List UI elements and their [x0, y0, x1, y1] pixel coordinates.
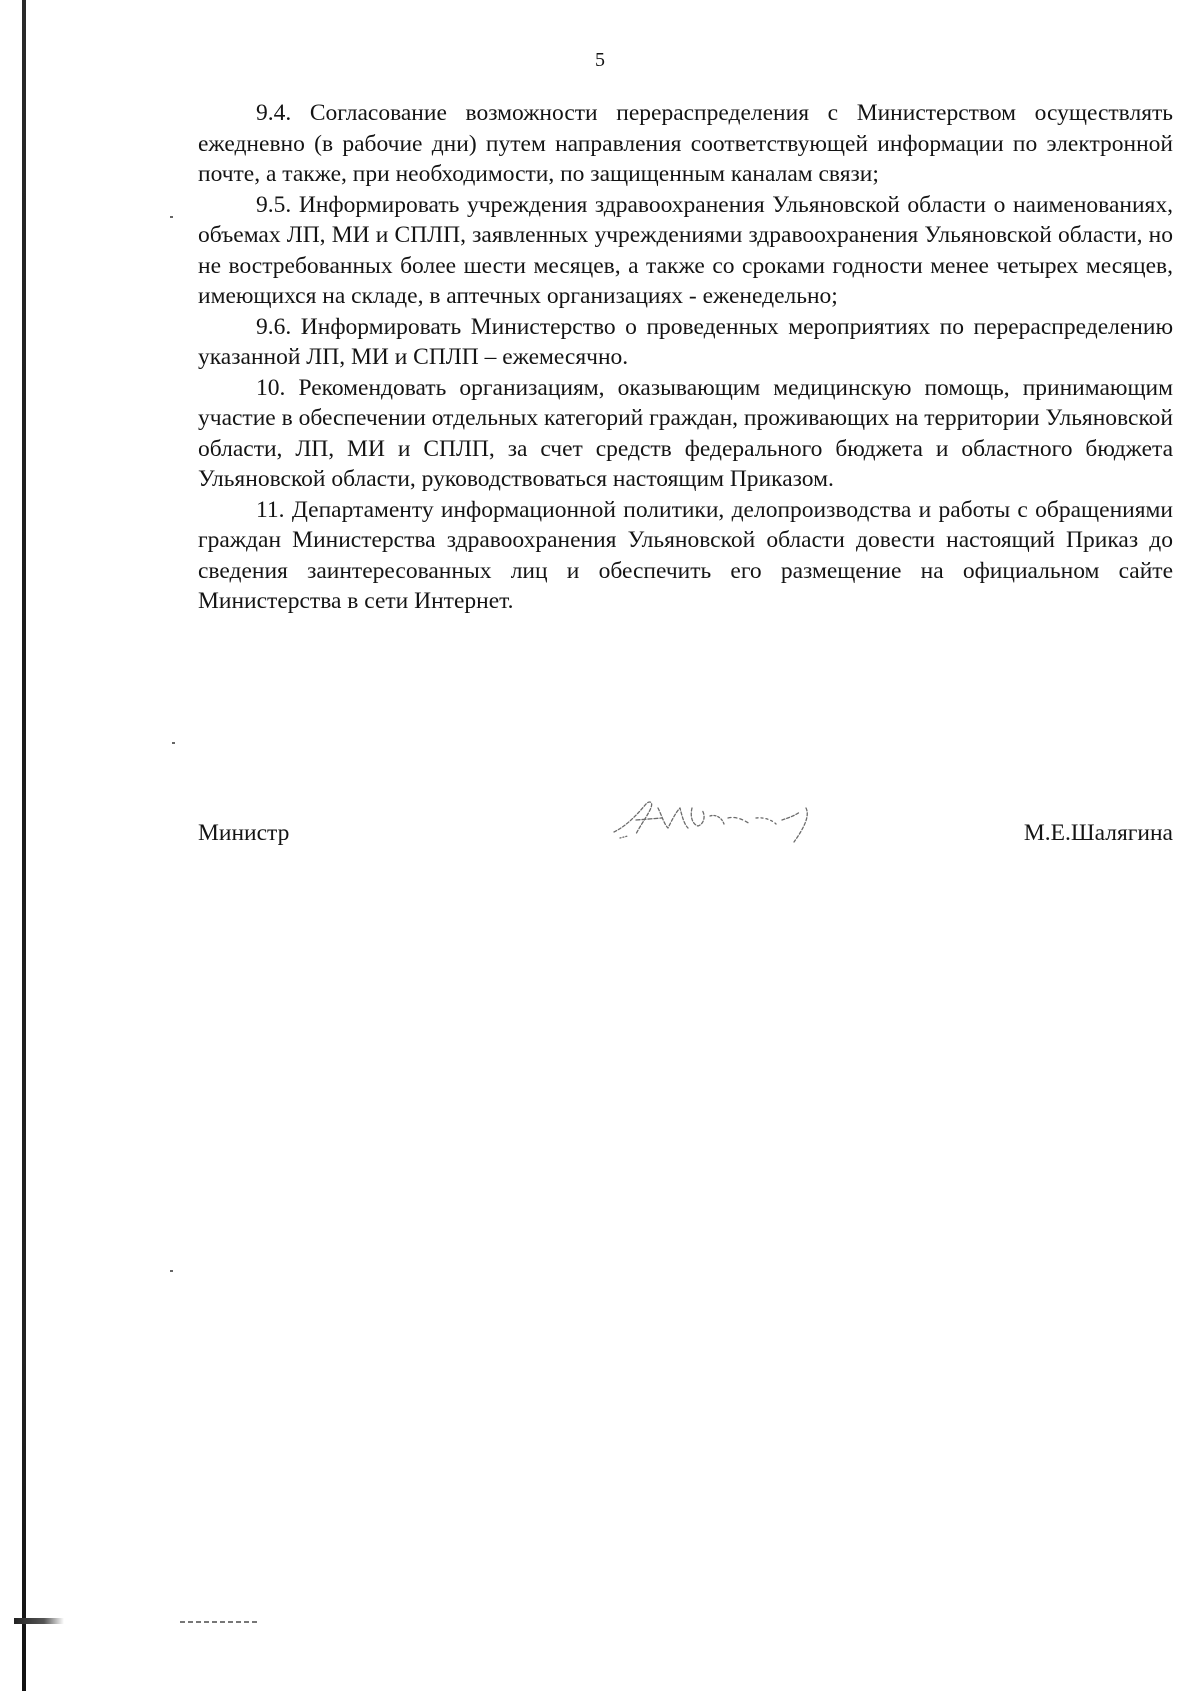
signatory-title: Министр — [198, 820, 290, 846]
scan-dot-artifact — [172, 742, 175, 744]
scan-blot-artifact — [14, 1618, 64, 1624]
paragraph-11: 11. Департаменту информационной политики, делопроизводства и работы с обращениями граждан Министерства здравоохранения Ульяновской области довести настоящий Приказ до сведения заинтересованных лиц и обеспечить его размещение на официальном сайте Министерства в сети Интернет. — [198, 496, 1173, 614]
scan-dot-artifact — [170, 1270, 173, 1272]
signatory-name: М.Е.Шалягина — [1023, 820, 1173, 846]
handwritten-signature — [606, 790, 846, 850]
paragraph-9-6: 9.6. Информировать Министерство о проведенных мероприятиях по перераспределению указанной ЛП, МИ и СПЛП – ежемесячно. — [198, 313, 1173, 370]
document-body — [198, 98, 1173, 617]
signature-block — [198, 790, 1173, 860]
scan-dot-artifact — [170, 216, 173, 218]
paragraph-9-5: 9.5. Информировать учреждения здравоохранения Ульяновской области о наименованиях, объемах ЛП, МИ и СПЛП, заявленных учреждениями здравоохранения Ульяновской области, но не востребованных более шести месяцев, а также со сроками годности менее четырех месяцев, имеющихся на складе, в аптечных организациях - еженедельно; — [198, 191, 1173, 309]
paragraph-9-4: 9.4. Согласование возможности перераспределения с Министерством осуществлять ежедневно (в рабочие дни) путем направления соответствующей информации по электронной почте, а также, при необходимости, по защищенным каналам связи; — [198, 100, 1173, 187]
scan-dash-artifact — [180, 1621, 260, 1623]
paragraph-10: 10. Рекомендовать организациям, оказывающим медицинскую помощь, принимающим участие в обеспечении отдельных категорий граждан, проживающих на территории Ульяновской области, ЛП, МИ и СПЛП, за счет средств федерального бюджета и областного бюджета Ульяновской области, руководствоваться настоящим Приказом. — [198, 374, 1173, 492]
page-number: 5 — [595, 49, 605, 71]
scan-edge-artifact — [22, 0, 26, 1691]
